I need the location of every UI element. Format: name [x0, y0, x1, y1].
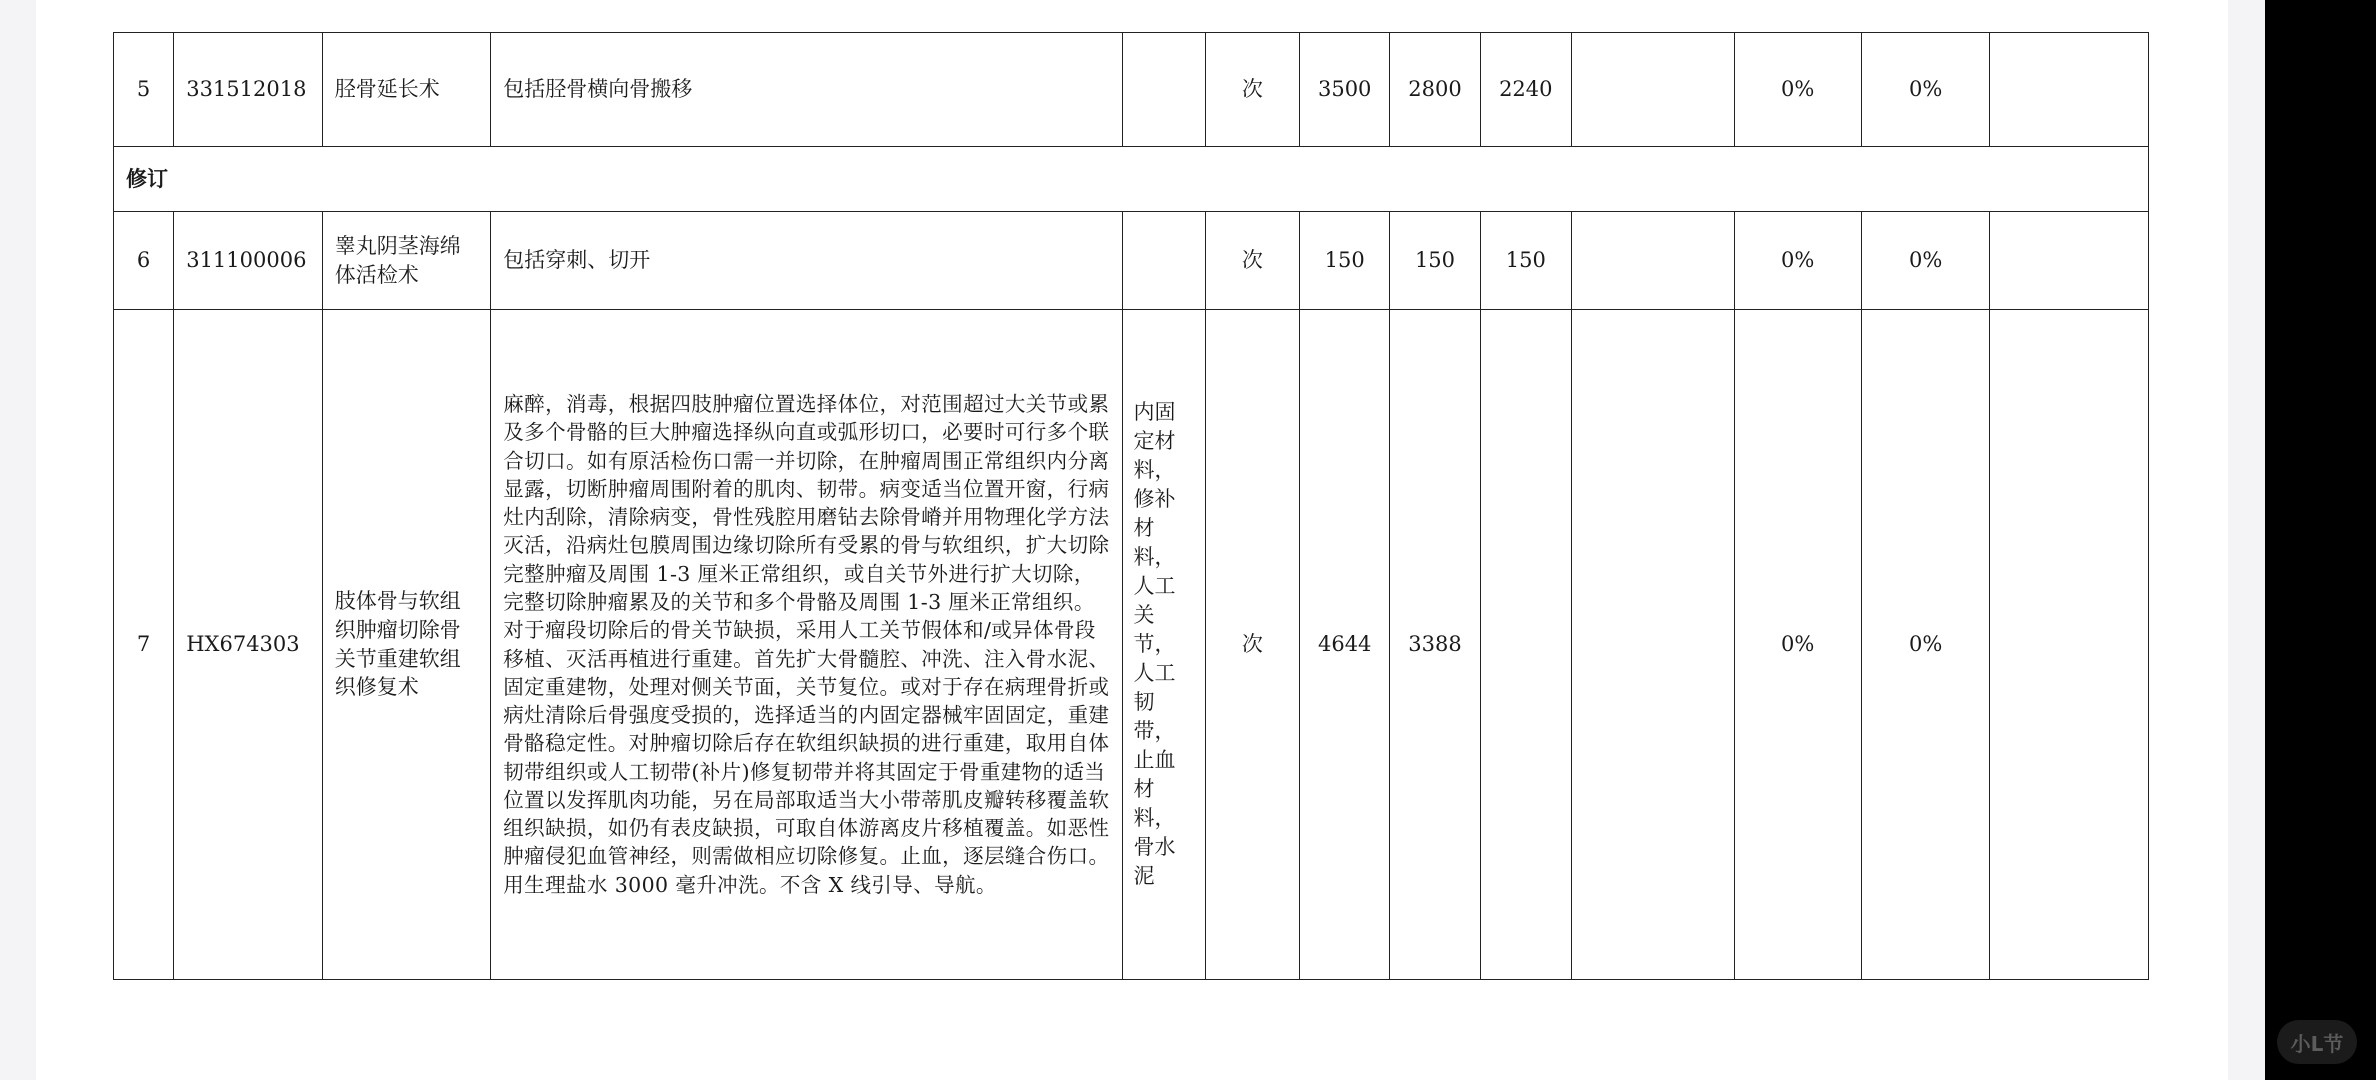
- item-unit: 次: [1205, 212, 1299, 310]
- item-note: [1571, 310, 1734, 980]
- item-code: HX674303: [174, 310, 323, 980]
- price-3: [1480, 310, 1571, 980]
- pricing-table: [113, 32, 2149, 980]
- ratio-1: 0%: [1734, 310, 1861, 980]
- item-code: 311100006: [174, 212, 323, 310]
- price-1: 150: [1300, 212, 1390, 310]
- item-remark: [1990, 212, 2149, 310]
- item-exclusions: [1123, 33, 1205, 147]
- item-exclusions: 内固定材料，修补材料，人工关节，人工韧带，止血材料，骨水泥: [1123, 310, 1205, 980]
- item-name: 肢体骨与软组织肿瘤切除骨关节重建软组织修复术: [322, 310, 491, 980]
- app-watermark: 小L节: [2277, 1020, 2357, 1064]
- item-unit: 次: [1205, 310, 1299, 980]
- ratio-1: 0%: [1734, 33, 1861, 147]
- viewer-side-bar: [2265, 0, 2376, 1080]
- item-name: 睾丸阴茎海绵体活检术: [322, 212, 491, 310]
- item-content: 包括胫骨横向骨搬移: [491, 33, 1123, 147]
- table-row: [114, 212, 2149, 310]
- row-index: 5: [114, 33, 174, 147]
- table-row: [114, 33, 2149, 147]
- price-3: 150: [1480, 212, 1571, 310]
- item-note: [1571, 212, 1734, 310]
- price-1: 4644: [1300, 310, 1390, 980]
- row-index: 7: [114, 310, 174, 980]
- ratio-1: 0%: [1734, 212, 1861, 310]
- item-unit: 次: [1205, 33, 1299, 147]
- item-code: 331512018: [174, 33, 323, 147]
- price-2: 3388: [1390, 310, 1480, 980]
- item-content: 麻醉，消毒，根据四肢肿瘤位置选择体位，对范围超过大关节或累及多个骨骼的巨大肿瘤选择纵向直或弧形切口，必要时可行多个联合切口。如有原活检伤口需一并切除，在肿瘤周围正常组织内分离显露，切断肿瘤周围附着的肌肉、韧带。病变适当位置开窗，行病灶内刮除，清除病变，骨性残腔用磨钻去除骨嵴并用物理化学方法灭活，沿病灶包膜周围边缘切除所有受累的骨与软组织，扩大切除完整肿瘤及周围 1-3 厘米正常组织，或自关节外进行扩大切除，完整切除肿瘤累及的关节和多个骨骼及周围 1-3 厘米正常组织。对于瘤段切除后的骨关节缺损，采用人工关节假体和/或异体骨段移植、灭活再植进行重建。首先扩大骨髓腔、冲洗、注入骨水泥、固定重建物，处理对侧关节面，关节复位。或对于存在病理骨折或病灶清除后骨强度受损的，选择适当的内固定器械牢固固定，重建骨骼稳定性。对肿瘤切除后存在软组织缺损的进行重建，取用自体韧带组织或人工韧带(补片)修复韧带并将其固定于骨重建物的适当位置以发挥肌肉功能，另在局部取适当大小带蒂肌皮瓣转移覆盖软组织缺损，如仍有表皮缺损，可取自体游离皮片移植覆盖。如恶性肿瘤侵犯血管神经，则需做相应切除修复。止血，逐层缝合伤口。用生理盐水 3000 毫升冲洗。不含 X 线引导、导航。: [491, 310, 1123, 980]
- row-index: 6: [114, 212, 174, 310]
- section-label: 修订: [114, 147, 2149, 212]
- price-3: 2240: [1480, 33, 1571, 147]
- ratio-2: 0%: [1861, 33, 1989, 147]
- price-1: 3500: [1300, 33, 1390, 147]
- section-row: [114, 147, 2149, 212]
- ratio-2: 0%: [1861, 310, 1989, 980]
- item-note: [1571, 33, 1734, 147]
- item-exclusions: [1123, 212, 1205, 310]
- ratio-2: 0%: [1861, 212, 1989, 310]
- item-content: 包括穿刺、切开: [491, 212, 1123, 310]
- table-row: [114, 310, 2149, 980]
- item-name: 胫骨延长术: [322, 33, 491, 147]
- price-2: 150: [1390, 212, 1480, 310]
- item-remark: [1990, 33, 2149, 147]
- item-remark: [1990, 310, 2149, 980]
- price-2: 2800: [1390, 33, 1480, 147]
